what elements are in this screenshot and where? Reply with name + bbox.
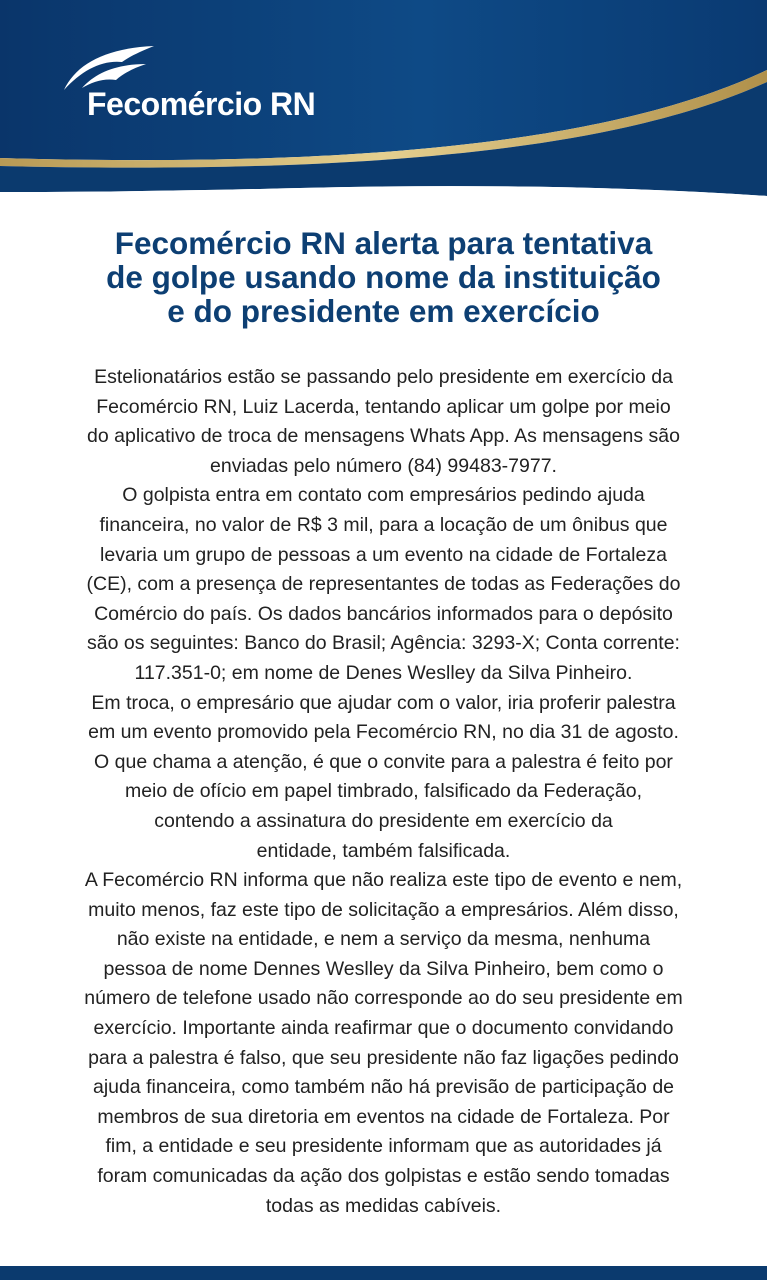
- article-title: [20, 226, 747, 328]
- body-line: meio de ofício em papel timbrado, falsificado da Federação,: [124, 780, 643, 803]
- body-line: Estelionatários estão se passando pelo presidente em exercício da: [94, 366, 673, 388]
- body-line: O que chama a atenção, é que o convite para a palestra é feito por: [94, 750, 673, 773]
- body-line: (CE), com a presença de representantes de todas as Federações do: [86, 573, 681, 596]
- article-body: [10, 363, 757, 1221]
- body-line: fim, a entidade e seu presidente informam que as autoridades já: [105, 1135, 662, 1158]
- wing-icon: [62, 42, 162, 92]
- body-line: todas as medidas cabíveis.: [265, 1194, 502, 1217]
- body-line: enviadas pelo número (84) 99483-7977.: [210, 454, 557, 477]
- body-line: para a palestra é falso, que seu presidente não faz ligações pedindo: [88, 1046, 679, 1069]
- body-line: são os seguintes: Banco do Brasil; Agência: 3293-X; Conta corrente:: [87, 632, 680, 655]
- brand-logo: [62, 42, 362, 122]
- title-line: e do presidente em exercício: [167, 293, 600, 329]
- body-line: pessoa de nome Dennes Weslley da Silva Pinheiro, bem como o: [103, 957, 664, 980]
- body-line: foram comunicadas da ação dos golpistas e estão sendo tomadas: [97, 1165, 670, 1188]
- body-line: Fecomércio RN, Luiz Lacerda, tentando aplicar um golpe por meio: [96, 395, 671, 418]
- body-line: levaria um grupo de pessoas a um evento na cidade de Fortaleza: [100, 543, 667, 566]
- footer-bar: [0, 1266, 767, 1280]
- body-line: Em troca, o empresário que ajudar com o valor, iria proferir palestra: [91, 691, 676, 714]
- title-line: de golpe usando nome da instituição: [106, 259, 661, 295]
- body-line: do aplicativo de troca de mensagens Whats App. As mensagens são: [87, 425, 680, 448]
- body-line: O golpista entra em contato com empresários pedindo ajuda: [122, 484, 645, 507]
- body-line: entidade, também falsificada.: [256, 839, 511, 862]
- body-line: financeira, no valor de R$ 3 mil, para a locação de um ônibus que: [99, 513, 668, 536]
- body-line: membros de sua diretoria em eventos na cidade de Fortaleza. Por: [97, 1105, 670, 1128]
- body-line: número de telefone usado não corresponde ao do seu presidente em: [84, 987, 683, 1010]
- body-line: A Fecomércio RN informa que não realiza este tipo de evento e nem,: [84, 869, 683, 892]
- body-line: Comércio do país. Os dados bancários informados para o depósito: [94, 602, 673, 625]
- body-line: não existe na entidade, e nem a serviço da mesma, nenhuma: [116, 928, 651, 951]
- header-banner: [0, 0, 767, 200]
- body-line: muito menos, faz este tipo de solicitação a empresários. Além disso,: [88, 898, 679, 921]
- body-line: 117.351-0; em nome de Denes Weslley da Silva Pinheiro.: [134, 661, 633, 684]
- body-line: em um evento promovido pela Fecomércio RN, no dia 31 de agosto.: [88, 721, 679, 744]
- title-line: Fecomércio RN alerta para tentativa: [114, 225, 653, 261]
- body-line: ajuda financeira, como também não há previsão de participação de: [92, 1076, 675, 1099]
- body-line: exercício. Importante ainda reafirmar que o documento convidando: [93, 1017, 674, 1040]
- brand-name: Fecomércio RN: [87, 86, 316, 122]
- body-line: contendo a assinatura do presidente em exercício da: [154, 809, 613, 832]
